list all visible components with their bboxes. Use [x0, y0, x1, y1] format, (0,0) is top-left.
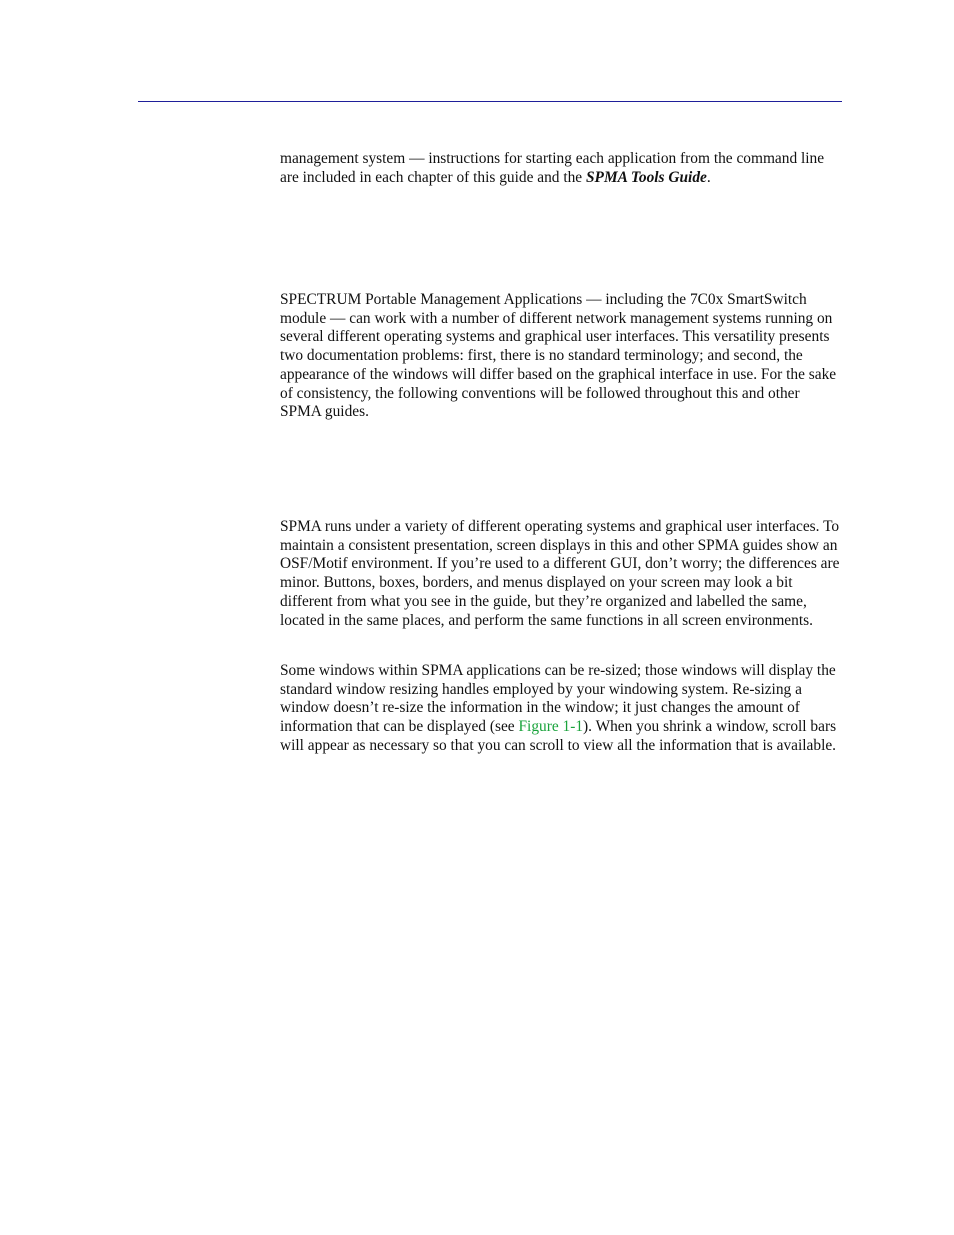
paragraph-command-line	[280, 150, 842, 187]
paragraph-resizing	[280, 662, 842, 756]
paragraph-text: management system — instructions for starting each application from the command line are included in each chapter of this guide and the	[280, 150, 825, 186]
header-rule	[138, 101, 842, 102]
paragraph-text: Some windows within SPMA applications can be re-sized; those windows will display the standard window resizing handles employed by your windowing system. Re-sizing a window doesn’t re-size the information in the window; it just changes the amount of information that can be displayed (see	[280, 662, 836, 736]
paragraph-conventions: SPECTRUM Portable Management Applications — including the 7C0x SmartSwitch module — can work with a number of different network management systems running on several different operating systems and graphical user interfaces. This versatility presents two documentation problems: first, there is no standard terminology; and second, the appearance of the windows will differ based on the graphical interface in use. For the sake of consistency, the following conventions will be followed throughout this and other SPMA guides.	[280, 291, 837, 421]
figure-link[interactable]: Figure 1-1	[518, 718, 584, 736]
paragraph-text: ). When you shrink a window, scroll bars will appear as necessary so that you can scroll to view all the information that is available.	[280, 718, 837, 754]
tools-guide-title: SPMA Tools Guide	[585, 168, 707, 186]
paragraph-text: .	[706, 168, 711, 186]
paragraph-screen-displays: SPMA runs under a variety of different operating systems and graphical user interfaces. To maintain a consistent presentation, screen displays in this and other SPMA guides show an OSF/Motif environment. If you’re used to a different GUI, don’t worry; the differences are minor. Buttons, boxes, borders, and menus displayed on your screen may look a bit different from what you see in the guide, but they’re organized and labelled the same, located in the same places, and perform the same functions in all screen environments.	[280, 518, 840, 629]
